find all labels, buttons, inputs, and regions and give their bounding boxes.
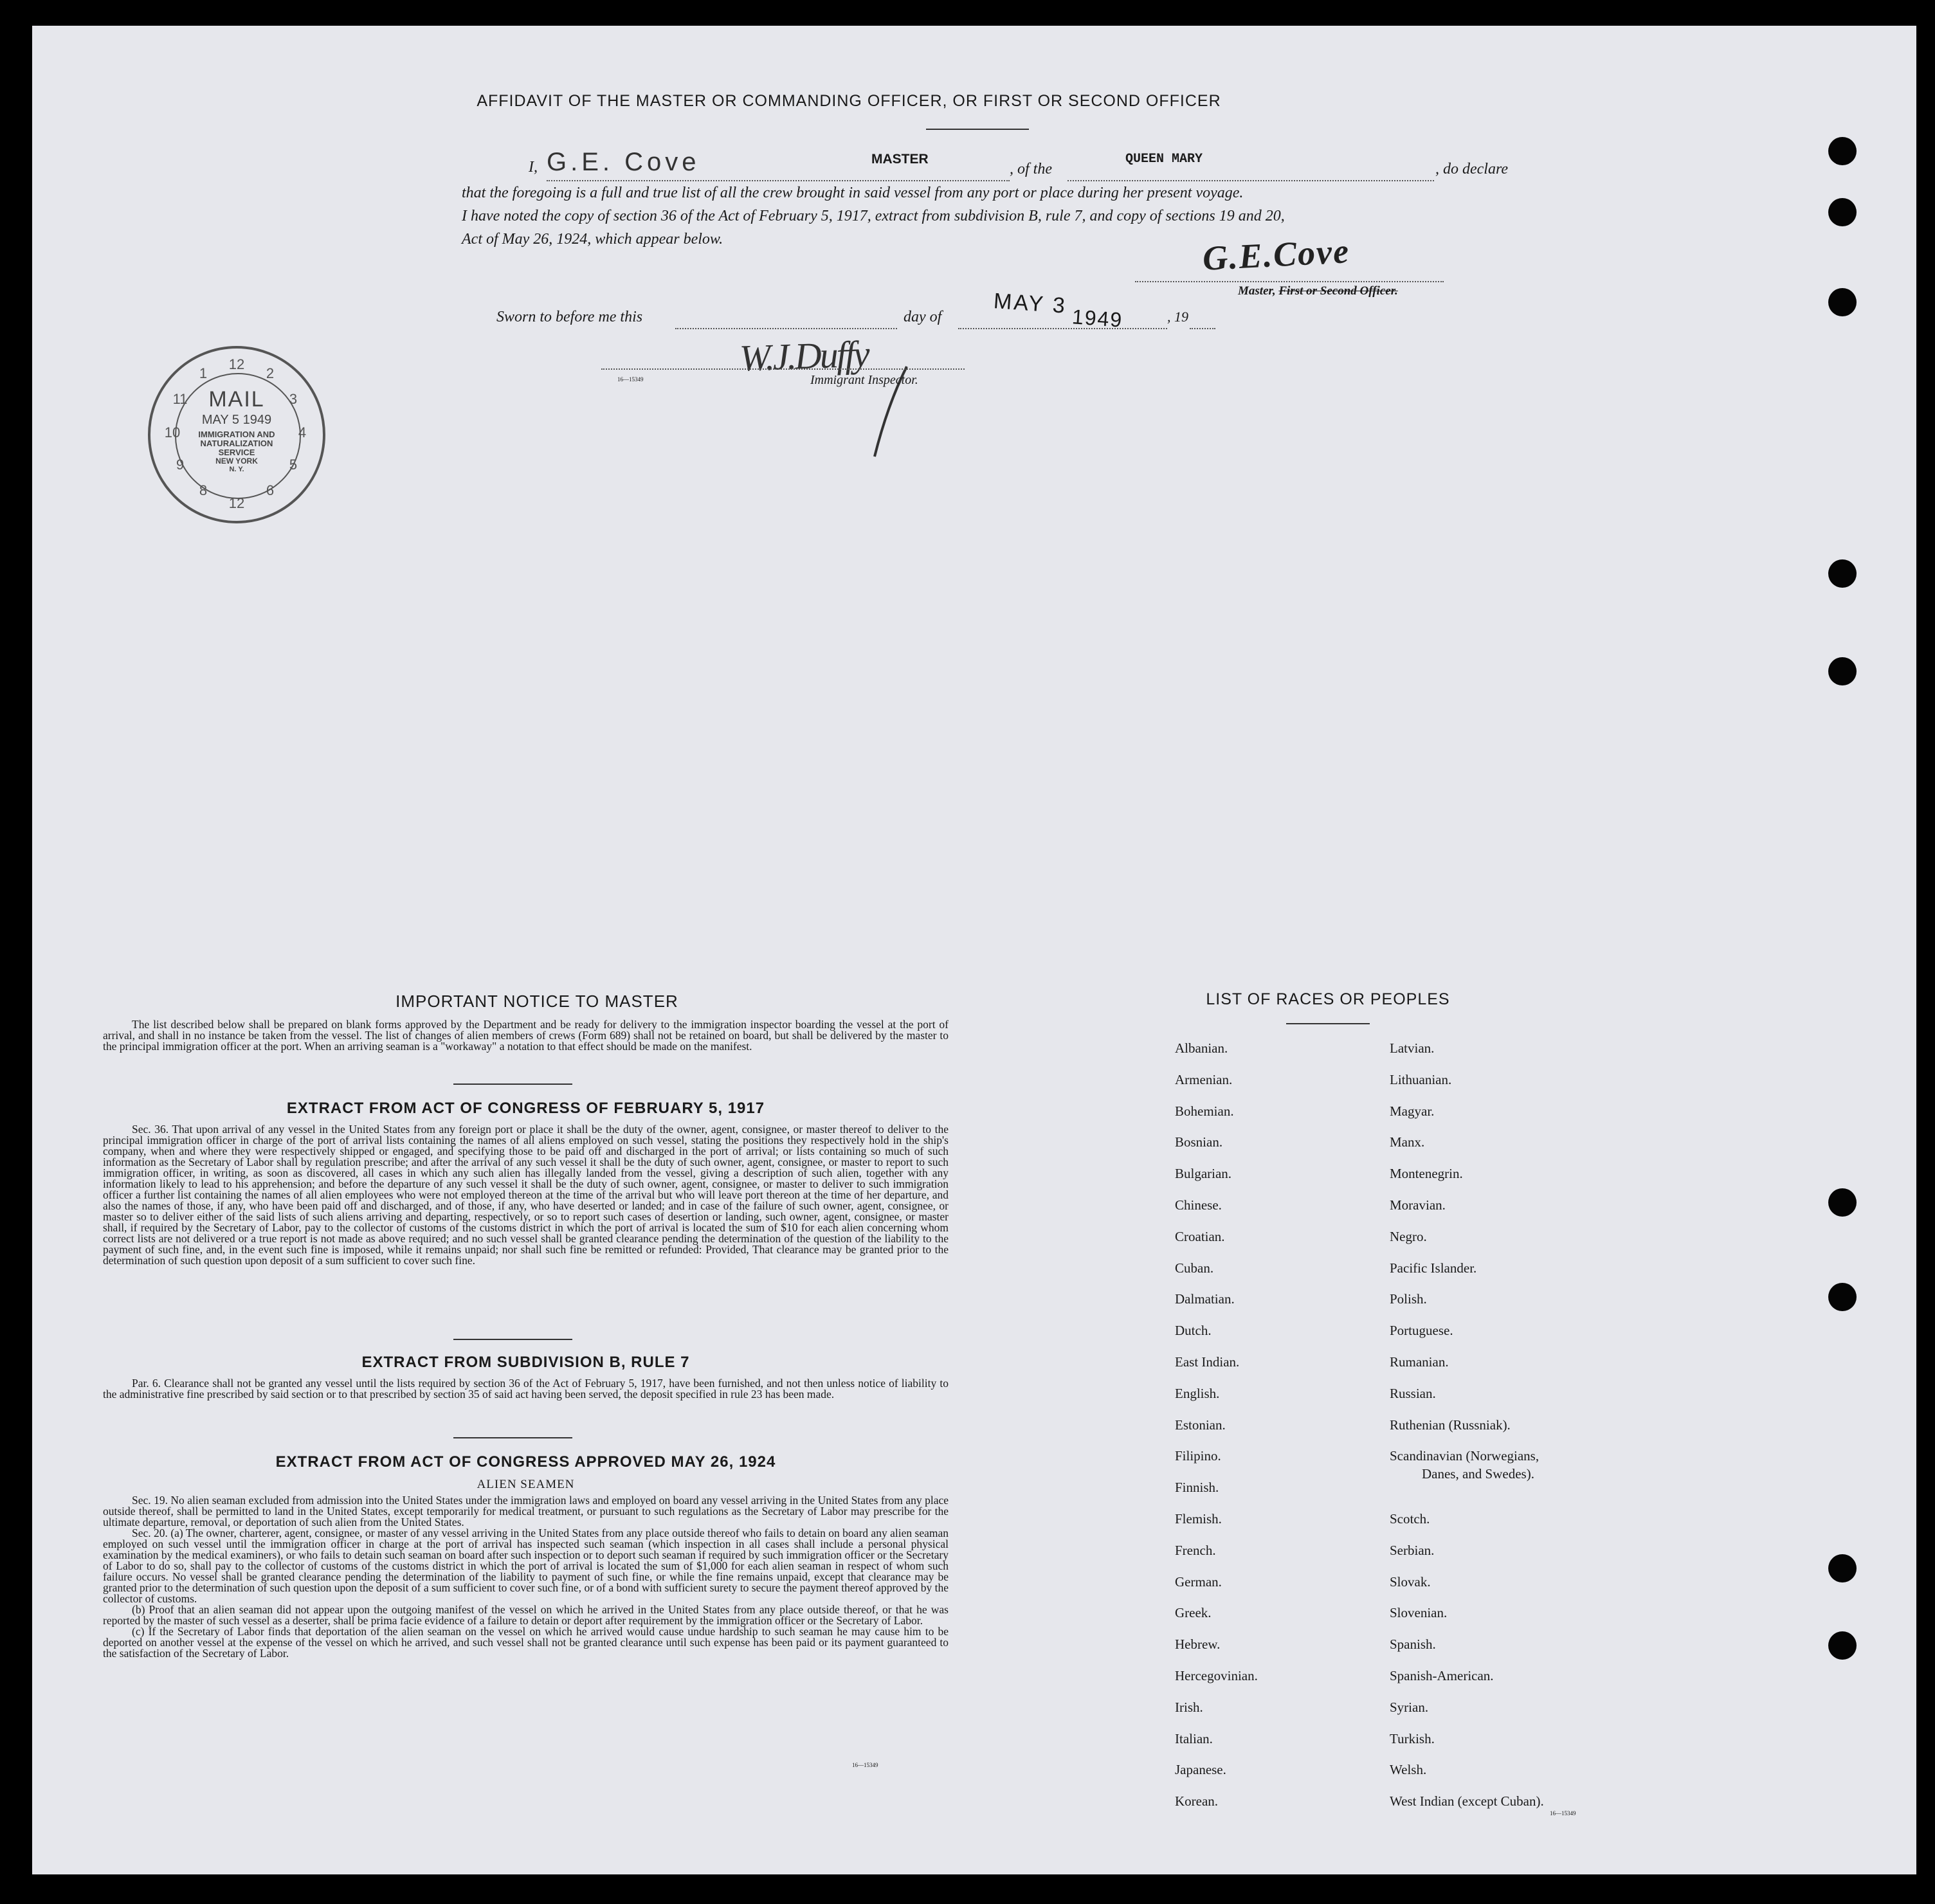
punch-hole bbox=[1828, 559, 1857, 588]
caption-master: Master, bbox=[1238, 284, 1276, 298]
sec36-paragraph: Sec. 36. That upon arrival of any vessel in the United States from any foreign port or place it shall be the duty of the owner, agent, consignee, or master thereof to deliver to the principal immigration officer in charge of the port of arrival lists containing the names of all aliens employed on such vessel, stating the positions they respectively hold in the ship's company, when and where they were respectively shipped or engaged, and specifying those to be paid off and discharged in the port of arrival; or lists containing so much of such information as the Secretary of Labor shall by regulation prescribe; and after the arrival of any such vessel it shall be the duty of such owner, agent, consignee, or master to report to such immigration officer, in writing, as soon as discovered, all cases in which any such alien has illegally landed from the vessel, giving a description of such alien, together with any information likely to lead to his apprehension; and before the departure of any such vessel it shall be the duty of such owner, agent, consignee, or master to deliver to such immigration officer a further list containing the names of all alien employees who were not employed thereon at the time of the arrival but who will leave port thereon at the time of her departure, and also the names of those, if any, who have been paid off and discharged, and of those, if any, who have deserted or landed; and in case of the failure of such owner, agent, consignee, or master so to deliver either of the said lists of such aliens arriving and departing, respectively, or so to report such cases of desertion or landing, such owner, agent, consignee, or master shall, if required by the Secretary of Labor, pay to the collector of customs of the customs district in which the port of arrival is located the sum of $10 for each alien concerning whom correct lists are not delivered or a true report is not made as above required; and no such vessel shall be granted clearance pending the determination of the question of the liability to the payment of such fine, and, in the event such fine is imposed, while it remains unpaid; nor shall such fine be remitted or refunded: Provided, That clearance may be granted prior to the determination of such question upon deposit of a sum sufficient to cover such fine. bbox=[103, 1123, 949, 1267]
alien-seamen-subtitle: ALIEN SEAMEN bbox=[477, 1478, 575, 1491]
race-item: Danes, and Swedes). bbox=[1422, 1466, 1534, 1482]
punch-hole bbox=[1828, 137, 1857, 165]
race-item: Cuban. bbox=[1175, 1260, 1214, 1276]
svg-text:11: 11 bbox=[172, 391, 188, 407]
of-the-text: , of the bbox=[1010, 161, 1052, 177]
svg-text:9: 9 bbox=[176, 457, 185, 473]
sec20a-paragraph: Sec. 20. (a) The owner, charterer, agent, consignee, or master of any vessel arriving in the United States from any place outside thereof who fails to detain on board any alien seaman employed on such vessel until the immigration officer in charge at the port of arrival has inspected such seaman (which inspection in all cases shall include a personal physical examination by the medical examiners), or who fails to detain such seaman on board after such inspection or to deport such seaman if required by such immigration officer or the Secretary of Labor to do so, shall pay to the collector of customs of the customs district in which the port of arrival is located the sum of $1,000 for each alien seaman in respect of whom such failure occurs. No vessel shall be granted clearance pending the determination of the liability to payment of such fine, or while the fine remains unpaid, except that clearance may be granted prior to the determination of such question upon the deposit of a sum sufficient to cover such fine, or of a bond with sufficient surety to secure the payment thereof approved by the collector of customs. bbox=[103, 1527, 949, 1605]
sec19-paragraph: Sec. 19. No alien seaman excluded from admission into the United States under the immigration laws and employed on board any vessel arriving in the United States from any place outside thereof, shall be permitted to land in the United States, except temporarily for medical treatment, or pursuant to such regulations as the Secretary of Labor may prescribe for the ultimate departure, removal, or deportation of such alien from the United States. bbox=[103, 1494, 949, 1528]
race-item: Hercegovinian. bbox=[1175, 1667, 1258, 1683]
race-item: Russian. bbox=[1390, 1385, 1436, 1401]
race-item: Pacific Islander. bbox=[1390, 1260, 1477, 1276]
race-item: Chinese. bbox=[1175, 1197, 1222, 1213]
races-title: LIST OF RACES OR PEOPLES bbox=[1206, 990, 1450, 1008]
race-item: Armenian. bbox=[1175, 1071, 1233, 1087]
stamp-line6: NEW YORK bbox=[215, 457, 258, 466]
document-page bbox=[32, 26, 1916, 1874]
master-signature-line bbox=[1135, 281, 1444, 282]
rule7-title: EXTRACT FROM SUBDIVISION B, RULE 7 bbox=[361, 1354, 690, 1371]
stamp-line3: IMMIGRATION AND bbox=[198, 430, 275, 439]
rule7-paragraph: Par. 6. Clearance shall not be granted any vessel until the lists required by section 36 of the Act of February 5, 1917, have been furnished, and not then unless notice of liability to the administrative fine prescribed by said section or to that prescribed by section 35 of said act having been served, the deposit specified in rule 23 has been made. bbox=[103, 1377, 949, 1401]
extract1917-title: EXTRACT FROM ACT OF CONGRESS OF FEBRUARY 5, 1917 bbox=[286, 1100, 765, 1117]
divider bbox=[453, 1437, 572, 1438]
stamp-line4: NATURALIZATION bbox=[200, 439, 273, 448]
race-item: Montenegrin. bbox=[1390, 1166, 1463, 1182]
affidavit-i: I, bbox=[529, 159, 538, 176]
sworn-day-line bbox=[675, 328, 897, 329]
affidavit-form-number: 16—15349 bbox=[617, 376, 644, 383]
race-item: Greek. bbox=[1175, 1605, 1212, 1621]
race-item: Korean. bbox=[1175, 1793, 1219, 1809]
extract-form-number: 16—15349 bbox=[852, 1762, 878, 1768]
notice-paragraph: The list described below shall be prepared on blank forms approved by the Department and be ready for delivery to the immigration inspector boarding the vessel at the port of arrival, and shall in no instance be taken from the vessel. The list of changes of alien members of crews (Form 689) shall not be retained on board, but shall be delivered by the master to the principal immigration officer at the port. When an arriving seaman is a "workaway" a notation to that effect should be made on the manifest. bbox=[103, 1018, 949, 1053]
race-item: Slovak. bbox=[1390, 1573, 1431, 1590]
punch-hole bbox=[1828, 1188, 1857, 1217]
race-item: Filipino. bbox=[1175, 1448, 1221, 1464]
stamp-mail: MAIL bbox=[208, 387, 265, 412]
punch-hole bbox=[1828, 1554, 1857, 1582]
sworn-month-line bbox=[958, 328, 1167, 329]
race-item: East Indian. bbox=[1175, 1354, 1240, 1370]
day-of-text: day of bbox=[904, 309, 942, 325]
race-item: Croatian. bbox=[1175, 1228, 1225, 1244]
notice-title: IMPORTANT NOTICE TO MASTER bbox=[395, 992, 678, 1011]
inspector-signature: W.J.Duffy bbox=[738, 332, 869, 379]
punch-hole bbox=[1828, 198, 1857, 226]
divider bbox=[453, 1083, 572, 1085]
affidavit-line3: I have noted the copy of section 36 of the Act of February 5, 1917, extract from subdivision B, rule 7, and copy of sections 19 and 20, bbox=[462, 208, 1285, 224]
signature-caption bbox=[1238, 284, 1398, 298]
rule7-text bbox=[103, 1378, 949, 1400]
race-item: Hebrew. bbox=[1175, 1637, 1221, 1653]
inspector-line bbox=[601, 368, 965, 370]
punch-hole bbox=[1828, 288, 1857, 316]
inspector-caption: Immigrant Inspector. bbox=[810, 373, 918, 387]
sec20c-paragraph: (c) If the Secretary of Labor finds that deportation of the alien seaman on the vessel on which he arrived would cause undue hardship to such seaman he may cause him to be deported on another vessel at the expense of the vessel on which he arrived, and such vessel shall not be granted clearance until such expense has been paid or its payment guaranteed to the satisfaction of the Secretary of Labor. bbox=[103, 1625, 949, 1660]
race-item: Bulgarian. bbox=[1175, 1166, 1232, 1182]
race-item: Ruthenian (Russniak). bbox=[1390, 1417, 1511, 1433]
punch-hole bbox=[1828, 1631, 1857, 1660]
received-stamp bbox=[148, 346, 325, 523]
svg-text:1: 1 bbox=[199, 365, 208, 381]
year-line bbox=[1190, 328, 1215, 329]
date-stamp-year: 1949 bbox=[1071, 305, 1124, 332]
master-name-line bbox=[547, 180, 1010, 181]
race-item: Manx. bbox=[1390, 1134, 1425, 1150]
race-item: Bosnian. bbox=[1175, 1134, 1223, 1150]
punch-hole bbox=[1828, 1283, 1857, 1311]
affidavit-title: AFFIDAVIT OF THE MASTER OR COMMANDING OFFICER, OR FIRST OR SECOND OFFICER bbox=[477, 92, 1221, 110]
race-item: Finnish. bbox=[1175, 1480, 1219, 1496]
date-stamp-month-day: MAY 3 bbox=[992, 289, 1068, 318]
race-item: Japanese. bbox=[1175, 1762, 1226, 1778]
vessel-line bbox=[1067, 180, 1434, 181]
race-item: Scandinavian (Norwegians, bbox=[1390, 1448, 1540, 1464]
svg-text:5: 5 bbox=[289, 457, 298, 473]
races-divider bbox=[1286, 1023, 1370, 1024]
stamp-date: MAY 5 1949 bbox=[201, 413, 272, 427]
race-item: Slovenian. bbox=[1390, 1605, 1448, 1621]
divider bbox=[453, 1339, 572, 1340]
title-divider bbox=[926, 129, 1029, 130]
svg-text:6: 6 bbox=[266, 482, 275, 498]
race-item: Welsh. bbox=[1390, 1762, 1427, 1778]
sec20b-paragraph: (b) Proof that an alien seaman did not appear upon the outgoing manifest of the vessel on which he arrived in the United States from any place outside thereof, or that he was reported by the master of such vessel as a deserter, shall be prima facie evidence of a failure to detain or deport after requirement by the immigration officer or the Secretary of Labor. bbox=[103, 1603, 949, 1627]
race-item: Albanian. bbox=[1175, 1040, 1228, 1056]
svg-text:2: 2 bbox=[266, 365, 275, 381]
svg-text:3: 3 bbox=[289, 391, 298, 407]
race-item: Magyar. bbox=[1390, 1103, 1435, 1119]
race-item: Syrian. bbox=[1390, 1699, 1429, 1715]
vessel-name: QUEEN MARY bbox=[1125, 152, 1203, 167]
race-item: Flemish. bbox=[1175, 1510, 1222, 1527]
race-item: Irish. bbox=[1175, 1699, 1203, 1715]
race-item: Bohemian. bbox=[1175, 1103, 1234, 1119]
extract1924-text bbox=[103, 1495, 949, 1659]
race-item: Portuguese. bbox=[1390, 1323, 1453, 1339]
svg-text:8: 8 bbox=[199, 482, 208, 498]
race-item: Italian. bbox=[1175, 1730, 1213, 1746]
race-item: Polish. bbox=[1390, 1291, 1427, 1307]
svg-text:4: 4 bbox=[298, 424, 307, 440]
extract1924-title: EXTRACT FROM ACT OF CONGRESS APPROVED MAY 26, 1924 bbox=[275, 1453, 776, 1471]
races-form-number: 16—15349 bbox=[1550, 1810, 1576, 1817]
master-name: G.E. Cove bbox=[547, 148, 700, 176]
notice-text bbox=[103, 1019, 949, 1052]
race-item: Negro. bbox=[1390, 1228, 1427, 1244]
race-item: Dutch. bbox=[1175, 1323, 1212, 1339]
stamp-line7: N. Y. bbox=[229, 466, 244, 473]
race-item: German. bbox=[1175, 1573, 1222, 1590]
punch-hole bbox=[1828, 657, 1857, 685]
race-item: Spanish-American. bbox=[1390, 1667, 1494, 1683]
race-item: Turkish. bbox=[1390, 1730, 1435, 1746]
race-item: Lithuanian. bbox=[1390, 1071, 1452, 1087]
race-item: Scotch. bbox=[1390, 1510, 1430, 1527]
race-item: Dalmatian. bbox=[1175, 1291, 1235, 1307]
race-item: Estonian. bbox=[1175, 1417, 1226, 1433]
stamp-line5: SERVICE bbox=[218, 448, 255, 457]
extract1917-text bbox=[103, 1124, 949, 1266]
race-item: Spanish. bbox=[1390, 1637, 1436, 1653]
race-item: French. bbox=[1175, 1542, 1216, 1558]
affidavit-line4: Act of May 26, 1924, which appear below. bbox=[462, 231, 723, 248]
affidavit-line2: that the foregoing is a full and true list of all the crew brought in said vessel from any port or place during her present voyage. bbox=[462, 185, 1244, 201]
do-declare-text: , do declare bbox=[1435, 161, 1509, 177]
race-item: West Indian (except Cuban). bbox=[1390, 1793, 1544, 1809]
caption-struck: First or Second Officer. bbox=[1278, 284, 1398, 298]
races-column-1 bbox=[1175, 1040, 1258, 1825]
master-signature: G.E.Cove bbox=[1201, 231, 1351, 278]
race-item: Serbian. bbox=[1390, 1542, 1435, 1558]
race-item: Latvian. bbox=[1390, 1040, 1435, 1056]
races-column-2 bbox=[1390, 1040, 1544, 1825]
race-item: Rumanian. bbox=[1390, 1354, 1449, 1370]
rank-text: MASTER bbox=[871, 152, 929, 167]
race-item: Moravian. bbox=[1390, 1197, 1446, 1213]
race-item: English. bbox=[1175, 1385, 1220, 1401]
sworn-text: Sworn to before me this bbox=[496, 309, 643, 325]
year-prefix: , 19 bbox=[1167, 309, 1188, 325]
svg-text:12: 12 bbox=[228, 356, 245, 372]
svg-text:12: 12 bbox=[228, 495, 245, 511]
svg-text:10: 10 bbox=[164, 424, 181, 440]
